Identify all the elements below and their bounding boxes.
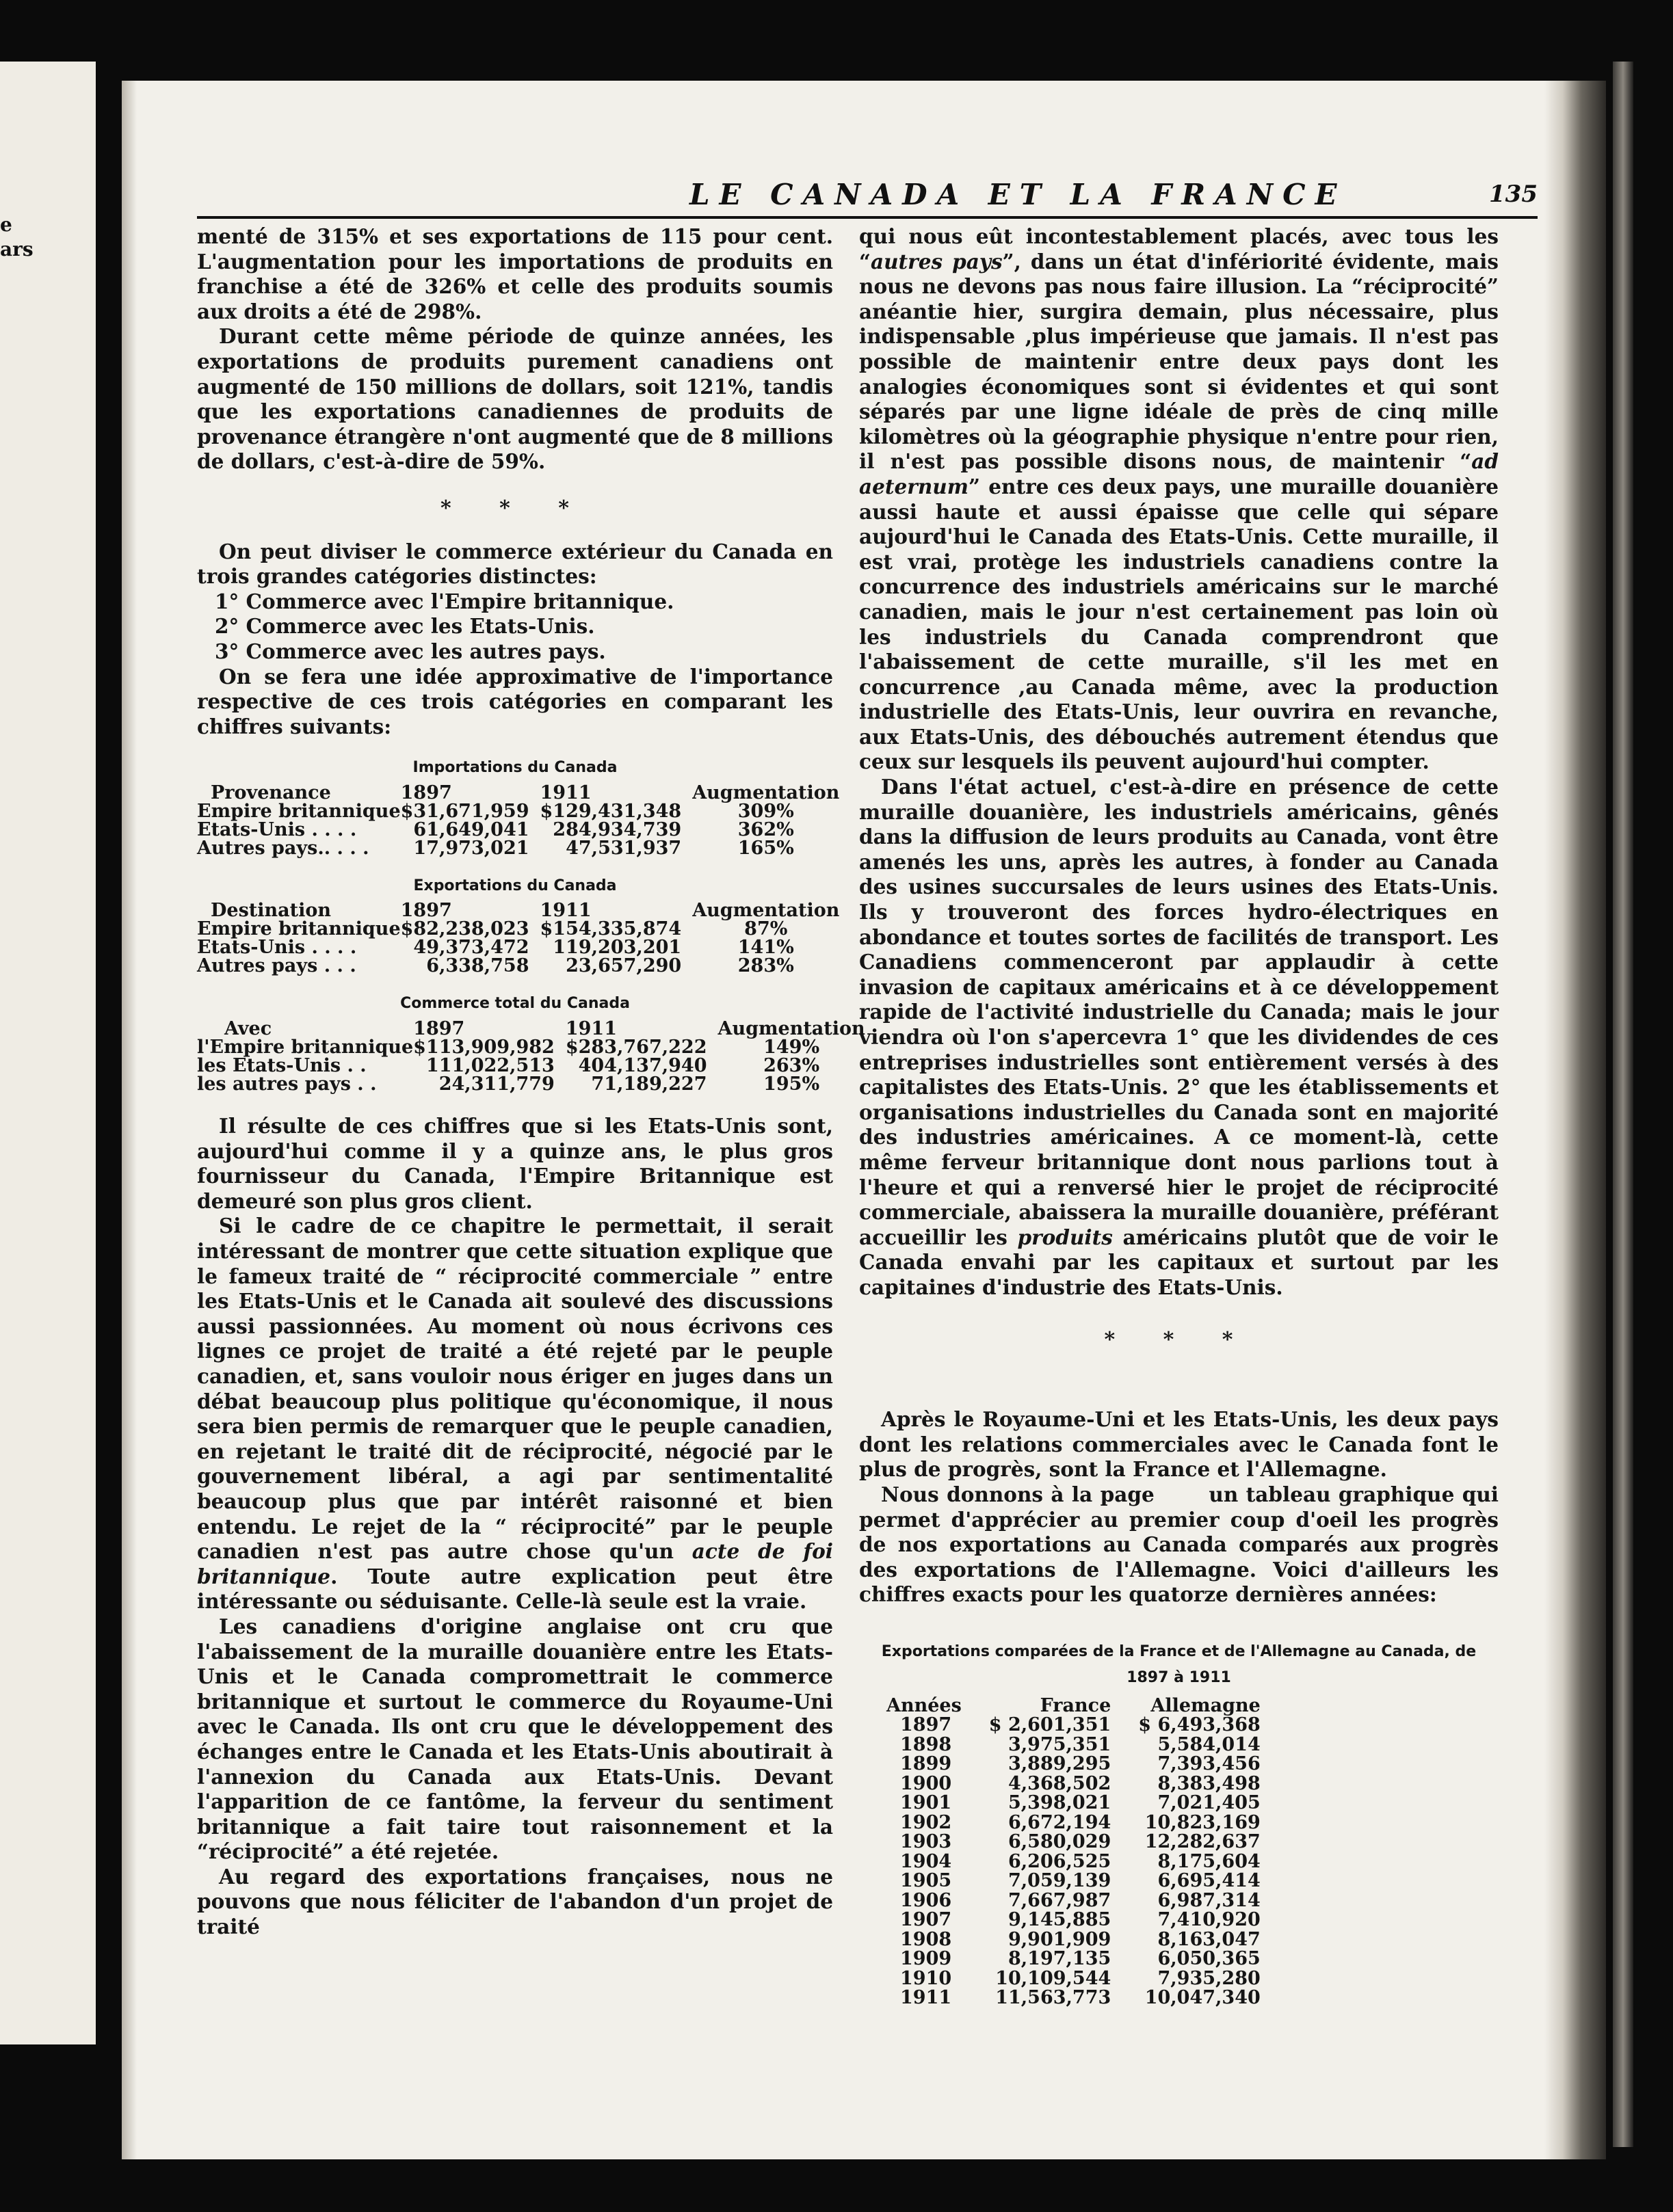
table-cell: 362% <box>737 818 794 840</box>
france-germany-exports-table <box>886 1696 1261 2008</box>
emphasis-text: ad aeternum <box>859 449 1499 498</box>
section-separator: * * * <box>440 496 590 520</box>
running-header <box>197 178 1538 219</box>
paragraph-text: ” entre ces deux pays, une muraille douanière aussi haute et aussi épaisse que celle qui sépare aujourd'hui le Canada des Etats-Unis. Cette muraille, il est vrai, protège les industriels canadiens contre la concurrence des industriels américains sur le marché canadien, mais le jour n'est certainement pas loin où les industriels du Canada comprendront que l'abaissement de cette muraille, s'il les met en concurrence ,au Canada même, avec la production industrielle des Etats-Unis, leur ouvrira en revanche, aux Etats-Unis, des débouchés autrement étendus que ceux sur lesquels ils peuvent aujourd'hui compter. <box>859 474 1499 774</box>
column-header: Augmentation <box>692 900 840 922</box>
table-cell: l'Empire britannique <box>197 1037 414 1058</box>
table-cell: 6,338,758 <box>426 955 529 977</box>
table-cell: 141% <box>737 937 794 959</box>
table-cell: 9,901,909 <box>1007 1928 1111 1950</box>
column-header: Années <box>886 1694 962 1716</box>
table-cell: Empire britannique <box>197 800 401 822</box>
table-cell: 17,973,021 <box>413 837 529 859</box>
paragraph: Il résulte de ces chiffres que si les Etats-Unis sont, aujourd'hui comme il y a quinze ans, le plus gros fournisseur du Canada, l'Empire Britannique est demeuré son plus gros client. <box>197 1114 833 1213</box>
table-cell: $ 6,493,368 <box>1138 1714 1261 1736</box>
paragraph: Après le Royaume-Uni et les Etats-Unis, les deux pays dont les relations commerciales avec le Canada font le plus de progrès, sont la France et l'Allemagne. <box>859 1407 1499 1482</box>
table-header-row <box>886 1696 1261 1716</box>
book-edge <box>1613 62 1633 2147</box>
table-row <box>886 1774 1261 1794</box>
table-cell: Autres pays . . . <box>197 955 356 977</box>
table-cell: 119,203,201 <box>553 937 682 959</box>
list-item: 1° Commerce avec l'Empire britannique. <box>215 589 674 613</box>
table-row <box>886 1949 1261 1969</box>
table-cell: 10,823,169 <box>1144 1811 1261 1833</box>
table-row <box>886 1930 1261 1950</box>
table-cell: 195% <box>763 1074 820 1095</box>
left-column <box>197 224 865 1940</box>
table-row <box>197 821 839 839</box>
table-cell: $154,335,874 <box>540 918 682 940</box>
emphasis-text: acte de foi britannique <box>197 1539 834 1588</box>
running-title: LE CANADA ET LA FRANCE <box>689 178 1347 211</box>
table-row <box>197 920 839 938</box>
paragraph: menté de 315% et ses exportations de 115 pour cent. L'augmentation pour les importations de produits en franchise a été de 326% et celle des produits soumis aux droits a été de 298%. <box>197 224 833 323</box>
table-cell: 309% <box>737 800 794 822</box>
column-header: 1911 <box>540 782 592 803</box>
header-rule <box>197 216 1538 219</box>
table-cell: les autres pays . . <box>197 1074 377 1095</box>
column-header: 1897 <box>400 782 452 803</box>
table-row <box>886 1891 1261 1911</box>
table-cell: 7,667,987 <box>1007 1889 1111 1911</box>
facing-page-text: e <box>0 213 12 236</box>
column-header: 1897 <box>400 900 452 922</box>
table-title: Exportations du Canada <box>413 877 617 894</box>
table-row <box>886 1755 1261 1774</box>
table-row <box>197 957 839 975</box>
table-header-row <box>197 901 839 920</box>
table-cell: 9,145,885 <box>1007 1909 1111 1931</box>
column-header: Provenance <box>211 782 331 803</box>
page-gutter <box>122 81 137 2159</box>
imports-table <box>197 784 839 857</box>
table-cell: $129,431,348 <box>540 800 682 822</box>
table-row <box>197 1075 865 1093</box>
table-cell: $283,767,222 <box>565 1037 707 1058</box>
table-cell: 165% <box>737 837 794 859</box>
table-cell: 4,368,502 <box>1007 1772 1111 1794</box>
table-cell: 8,383,498 <box>1157 1772 1261 1794</box>
table-cell: 24,311,779 <box>438 1074 555 1095</box>
paragraph <box>859 224 1499 775</box>
table-cell: Empire britannique <box>197 918 401 940</box>
column-header: Avec <box>224 1018 272 1040</box>
table-row <box>886 1716 1261 1735</box>
table-cell: 1905 <box>900 1870 952 1892</box>
column-header: Destination <box>211 900 332 922</box>
column-header: Augmentation <box>692 782 840 803</box>
table-cell: 11,563,773 <box>995 1987 1111 2009</box>
paragraph: Au regard des exportations françaises, nous ne pouvons que nous féliciter de l'abandon d'un projet de traité <box>197 1864 833 1939</box>
table-cell: 71,189,227 <box>591 1074 707 1095</box>
table-cell: 8,163,047 <box>1157 1928 1261 1950</box>
paragraph-text: ”, dans un état d'infériorité évidente, mais nous ne devons pas nous faire illusion. La “réciprocité” anéantie hier, surgira demain, plus nécessaire, plus indispensable ,plus impérieuse que jamais. Il n'est pas possible de maintenir entre deux pays dont les analogies économiques sont si évidentes et qui sont séparés par une ligne idéale de près de cinq mille kilomètres où la géographie physique n'entre pour rien, il n'est pas possible disons nous, de maintenir “ <box>859 249 1499 474</box>
table-cell: 1906 <box>900 1889 952 1911</box>
table-row <box>886 1969 1261 1989</box>
table-cell: 6,580,029 <box>1007 1831 1111 1853</box>
table-cell: 61,649,041 <box>413 818 529 840</box>
table-cell: Autres pays.. . . . <box>197 837 369 859</box>
paragraph-text: Dans l'état actuel, c'est-à-dire en présence de cette muraille douanière, les industriels américains, gênés dans la diffusion de leurs produits au Canada, vont être amenés les uns, après les autres, à fonder au Canada des usines succursales de leurs usines des Etats-Unis. Ils y trouveront des forces hydro-électriques en abondance et toutes sortes de facilités de transport. Les Canadiens commenceront par applaudir à cette invasion de capitaux américains et à ce développement rapide de l'activité industrielle du Canada; mais le jour viendra où l'on s'apercevra 1° que les dividendes de ces entreprises industrielles sont entièrement versés à des capitalistes des Etats-Unis. 2° que les établissements et organisations industrielles du Canada sont en majorité des industries américaines. A ce moment-là, cette même ferveur britannique dont nous parlions tout à l'heure et qui a renversé hier le projet de réciprocité commerciale, abaissera la muraille douanière, préférant accueillir les <box>859 775 1499 1249</box>
table-cell: 12,282,637 <box>1144 1831 1261 1853</box>
table-cell: $113,909,982 <box>413 1037 555 1058</box>
page-spine-shadow <box>1544 81 1606 2159</box>
table-row <box>886 1833 1261 1852</box>
table-cell: 111,022,513 <box>425 1055 555 1077</box>
column-header: 1911 <box>540 900 592 922</box>
list-item: 3° Commerce avec les autres pays. <box>215 639 606 663</box>
table-cell: $ 2,601,351 <box>988 1714 1111 1736</box>
section-separator: * * * <box>1104 1327 1254 1352</box>
page-number: 135 <box>1489 181 1538 208</box>
paragraph-text: qui nous eût incontestablement placés, avec tous les “ <box>859 224 1499 274</box>
paragraph-text: Si le cadre de ce chapitre le permettait, il serait intéressant de montrer que cette situation explique que le fameux traité de “ réciprocité commerciale ” entre les Etats-Unis et le Canada ait soulevé des discussions aussi passionnées. Au moment où nous écrivons ces lignes ce projet de traité a été rejeté par le peuple canadien, et, sans vouloir nous ériger en juges dans un débat beaucoup plus politique qu'économique, il nous sera bien permis de remarquer que le peuple canadien, en rejetant le traité dit de réciprocité, négocié par le gouvernement libéral, a agi par sentimentalité beaucoup plus que par intérêt raisonné et bien entendu. Le rejet de la “ réciprocité” par le peuple canadien n'est pas autre chose qu'un <box>197 1214 833 1564</box>
table-cell: 3,889,295 <box>1007 1753 1111 1775</box>
table-row <box>886 1988 1261 2008</box>
table-cell: 6,987,314 <box>1157 1889 1261 1911</box>
table-cell: 7,021,405 <box>1157 1792 1261 1814</box>
table-cell: $82,238,023 <box>400 918 529 940</box>
table-header-row <box>197 784 839 802</box>
list-item: 2° Commerce avec les Etats-Unis. <box>215 614 595 639</box>
table-cell: 6,206,525 <box>1007 1850 1111 1872</box>
table-cell: 7,393,456 <box>1157 1753 1261 1775</box>
table-row <box>886 1813 1261 1833</box>
table-cell: 1898 <box>900 1733 952 1755</box>
table-cell: 284,934,739 <box>553 818 682 840</box>
column-header: France <box>1040 1694 1111 1716</box>
table-cell: 1900 <box>900 1772 952 1794</box>
table-cell: 1909 <box>900 1948 952 1970</box>
table-cell: 404,137,940 <box>578 1055 707 1077</box>
exports-table <box>197 901 839 975</box>
table-cell: 3,975,351 <box>1007 1733 1111 1755</box>
table-row <box>197 1038 865 1056</box>
table-cell: 8,175,604 <box>1157 1850 1261 1872</box>
table-cell: 149% <box>763 1037 820 1058</box>
table-cell: 263% <box>763 1055 820 1077</box>
paragraph: Durant cette même période de quinze années, les exportations de produits purement canadiens ont augmenté de 150 millions de dollars, soit 121%, tandis que les exportations canadiennes de produits de provenance étrangère n'ont augmenté que de 8 millions de dollars, c'est-à-dire de 59%. <box>197 324 833 474</box>
table-cell: 7,059,139 <box>1007 1870 1111 1892</box>
table-cell: 10,109,544 <box>995 1967 1111 1989</box>
table-row <box>197 938 839 957</box>
table-cell: Etats-Unis . . . . <box>197 937 357 959</box>
column-header: Augmentation <box>717 1018 865 1040</box>
paragraph: Nous donnons à la page un tableau graphique qui permet d'apprécier au premier coup d'oeil les progrès de nos exportations au Canada comparés aux progrès des exportations de l'Allemagne. Voici d'ailleurs les chiffres exacts pour les quatorze dernières années: <box>859 1482 1506 1607</box>
table-title: Importations du Canada <box>412 759 618 777</box>
table-row <box>886 1794 1261 1813</box>
facing-page-fragment <box>0 62 96 2044</box>
table-cell: 1902 <box>900 1811 952 1833</box>
table-cell: 47,531,937 <box>566 837 682 859</box>
table-cell: 5,398,021 <box>1007 1792 1111 1814</box>
table-header-row <box>197 1020 865 1038</box>
paragraph <box>197 1214 833 1614</box>
total-trade-table <box>197 1020 865 1093</box>
table-row <box>886 1735 1261 1755</box>
table-cell: 1908 <box>900 1928 952 1950</box>
table-cell: les Etats-Unis . . <box>197 1055 367 1077</box>
table-row <box>886 1852 1261 1872</box>
table-row <box>197 839 839 857</box>
table-cell: 6,050,365 <box>1157 1948 1261 1970</box>
table-cell: $31,671,959 <box>400 800 529 822</box>
category-list <box>197 589 833 665</box>
table-title: Commerce total du Canada <box>400 995 630 1013</box>
paragraph <box>859 775 1499 1300</box>
table-cell: Etats-Unis . . . . <box>197 818 357 840</box>
column-header: Allemagne <box>1150 1694 1261 1716</box>
right-column <box>859 224 1506 2009</box>
table-cell: 6,695,414 <box>1157 1870 1261 1892</box>
table-cell: 1910 <box>900 1967 952 1989</box>
facing-page-text: ars <box>0 238 34 261</box>
column-header: 1897 <box>413 1018 465 1040</box>
emphasis-text: autres pays <box>870 249 1003 274</box>
table-cell: 1907 <box>900 1909 952 1931</box>
table-cell: 7,935,280 <box>1157 1967 1261 1989</box>
table-cell: 6,672,194 <box>1007 1811 1111 1833</box>
table-cell: 1897 <box>900 1714 952 1736</box>
table-cell: 10,047,340 <box>1144 1987 1261 2009</box>
table-cell: 5,584,014 <box>1157 1733 1261 1755</box>
table-cell: 23,657,290 <box>566 955 682 977</box>
table-row <box>197 802 839 821</box>
table-row <box>886 1871 1261 1891</box>
table-cell: 1911 <box>900 1987 952 2009</box>
emphasis-text: produits <box>1017 1225 1113 1249</box>
table-title: Exportations comparées de la France et de l'Allemagne au Canada, de 1897 à 1911 <box>881 1642 1477 1686</box>
paragraph-text: . Toute autre explication peut être intéressante ou séduisante. Celle-là seule est la vraie. <box>197 1564 833 1614</box>
table-cell: 87% <box>744 918 788 940</box>
paragraph-text: américains plutôt que de voir le Canada envahi par les capitaux et surtout par les capitaines d'industrie des Etats-Unis. <box>859 1225 1499 1299</box>
scanned-page <box>122 81 1606 2159</box>
paragraph: Les canadiens d'origine anglaise ont cru que l'abaissement de la muraille douanière entre les Etats-Unis et le Canada compromettrait le commerce britannique et surtout le commerce du Royaume-Uni avec le Canada. Ils ont cru que le développement des échanges entre le Canada et les Etats-Unis aboutirait à l'annexion du Canada aux Etats-Unis. Devant l'apparition de ce fantôme, la ferveur du sentiment britannique a fait taire tout raisonnement et la “réciprocité” a été rejetée. <box>197 1614 833 1864</box>
table-cell: 8,197,135 <box>1007 1948 1111 1970</box>
table-cell: 1899 <box>900 1753 952 1775</box>
table-cell: 283% <box>737 955 794 977</box>
paragraph: On peut diviser le commerce extérieur du Canada en trois grandes catégories distinctes: <box>197 539 833 589</box>
table-cell: 7,410,920 <box>1157 1909 1261 1931</box>
paragraph: On se fera une idée approximative de l'importance respective de ces trois catégories en comparant les chiffres suivants: <box>197 664 833 738</box>
table-row <box>886 1910 1261 1930</box>
table-cell: 1901 <box>900 1792 952 1814</box>
table-cell: 1904 <box>900 1850 952 1872</box>
table-cell: 49,373,472 <box>413 937 529 959</box>
column-header: 1911 <box>565 1018 617 1040</box>
table-row <box>197 1056 865 1075</box>
table-cell: 1903 <box>900 1831 952 1853</box>
